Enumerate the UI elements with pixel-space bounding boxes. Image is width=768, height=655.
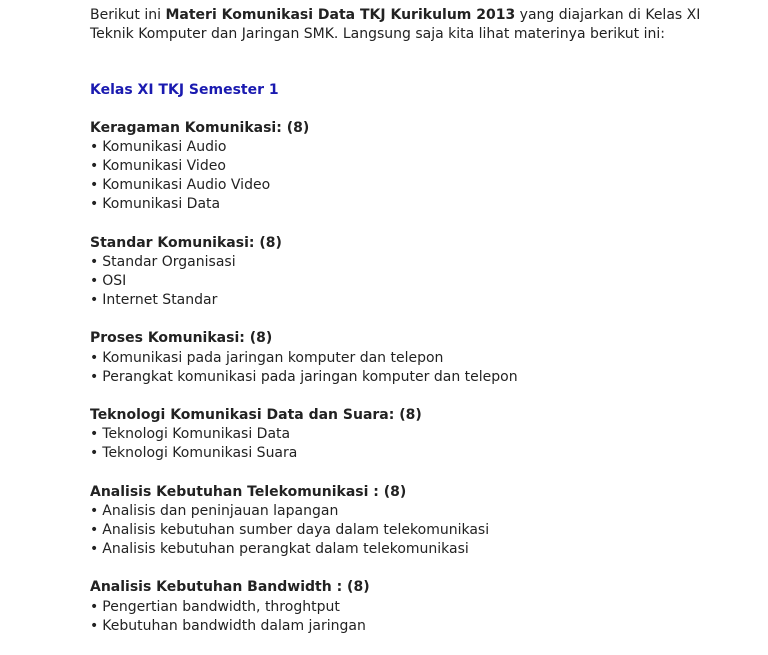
bullet-icon: • (90, 292, 99, 309)
topic-section (90, 406, 710, 464)
topic-title: Teknologi Komunikasi Data dan Suara: (8) (90, 407, 422, 424)
topic-item-list (90, 138, 710, 215)
topic-item-list (90, 349, 710, 387)
topic-item-text: Teknologi Komunikasi Suara (102, 445, 298, 462)
topic-item (90, 502, 710, 521)
topic-title: Standar Komunikasi: (8) (90, 234, 282, 251)
intro-paragraph (90, 6, 710, 44)
topic-item-text: Analisis kebutuhan sumber daya dalam telekomunikasi (102, 522, 490, 539)
bullet-icon: • (90, 253, 99, 270)
topic-item-text: Kebutuhan bandwidth dalam jaringan (102, 617, 366, 634)
topic-item-text: Analisis dan peninjauan lapangan (102, 502, 339, 519)
semester-heading: Kelas XI TKJ Semester 1 (90, 82, 279, 99)
intro-text-start: Berikut ini (90, 7, 166, 23)
topic-title: Analisis Kebutuhan Bandwidth : (8) (90, 579, 370, 596)
topic-item (90, 368, 710, 387)
topic-item (90, 291, 710, 310)
bullet-icon: • (90, 502, 99, 519)
topic-item-text: OSI (102, 273, 127, 290)
topic-item-list (90, 502, 710, 560)
topic-item (90, 138, 710, 157)
topic-item (90, 540, 710, 559)
bullet-icon: • (90, 426, 99, 443)
topic-item (90, 425, 710, 444)
topic-item-list (90, 425, 710, 463)
bullet-icon: • (90, 541, 99, 558)
topic-item (90, 195, 710, 214)
topic-section (90, 329, 710, 387)
bullet-icon: • (90, 138, 99, 155)
topic-item (90, 157, 710, 176)
topic-title: Proses Komunikasi: (8) (90, 330, 273, 347)
topic-title: Analisis Kebutuhan Telekomunikasi : (8) (90, 483, 407, 500)
topic-item (90, 349, 710, 368)
bullet-icon: • (90, 598, 99, 615)
topic-item-list (90, 598, 710, 636)
document-body (90, 6, 710, 655)
topic-item (90, 521, 710, 540)
bullet-icon: • (90, 368, 99, 385)
topic-item-text: Komunikasi Video (102, 158, 226, 175)
bullet-icon: • (90, 522, 99, 539)
topic-item-text: Analisis kebutuhan perangkat dalam telekomunikasi (102, 541, 469, 558)
topic-item (90, 617, 710, 636)
topic-item (90, 444, 710, 463)
topic-title: Keragaman Komunikasi: (8) (90, 119, 310, 136)
bullet-icon: • (90, 349, 99, 366)
topic-item-text: Pengertian bandwidth, throghtput (102, 598, 340, 615)
topic-item-text: Komunikasi pada jaringan komputer dan telepon (102, 349, 444, 366)
topic-item-text: Internet Standar (102, 292, 218, 309)
section-list (90, 119, 710, 636)
bullet-icon: • (90, 196, 99, 213)
topic-item (90, 176, 710, 195)
bullet-icon: • (90, 177, 99, 194)
topic-section (90, 483, 710, 560)
topic-section (90, 578, 710, 636)
topic-item-text: Komunikasi Data (102, 196, 221, 213)
bullet-icon: • (90, 617, 99, 634)
topic-item (90, 272, 710, 291)
topic-section (90, 119, 710, 215)
intro-text-end: yang diajarkan di Kelas XI Teknik Komputer dan Jaringan SMK. Langsung saja kita lihat materinya berikut ini: (90, 7, 701, 43)
intro-bold-title: Materi Komunikasi Data TKJ Kurikulum 2013 (165, 7, 516, 23)
topic-item-text: Standar Organisasi (102, 253, 236, 270)
bullet-icon: • (90, 273, 99, 290)
topic-item-text: Teknologi Komunikasi Data (102, 426, 291, 443)
topic-item-text: Komunikasi Audio Video (102, 177, 271, 194)
bullet-icon: • (90, 445, 99, 462)
topic-item-list (90, 253, 710, 311)
topic-section (90, 234, 710, 311)
topic-item (90, 253, 710, 272)
topic-item-text: Komunikasi Audio (102, 138, 227, 155)
topic-item-text: Perangkat komunikasi pada jaringan komputer dan telepon (102, 368, 518, 385)
topic-item (90, 598, 710, 617)
bullet-icon: • (90, 158, 99, 175)
